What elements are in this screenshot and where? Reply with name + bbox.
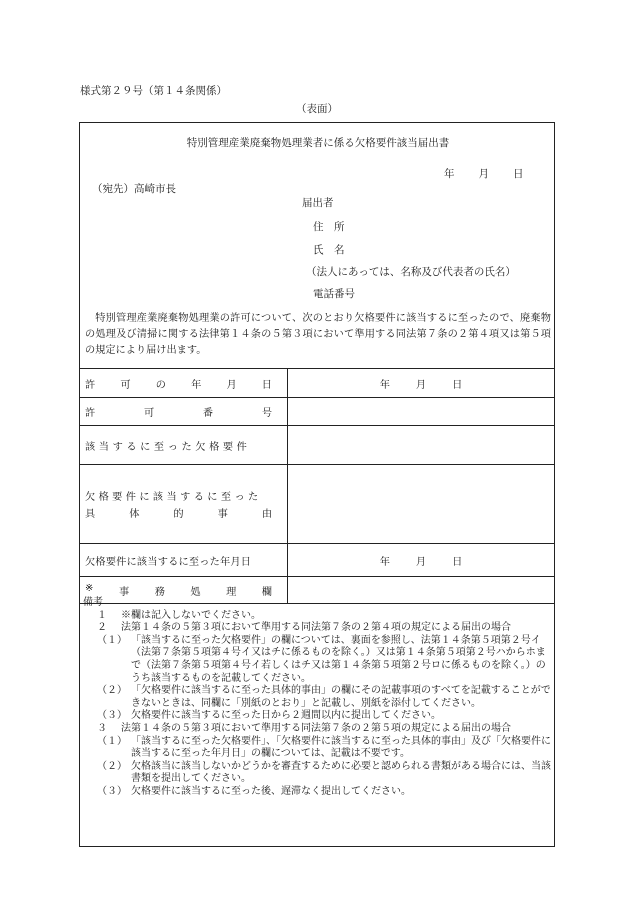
notifier-label: 届出者 (302, 197, 334, 209)
permit-number-label: 許 可 番 号 (80, 398, 288, 426)
info-table (79, 368, 555, 604)
disqualification-label: 該当するに至った欠格要件 (80, 426, 288, 465)
address-label: 住 所 (313, 221, 345, 233)
remark-subitem: （１） 「該当するに至った欠格要件」の欄については、裏面を参照し、法第１４条第５項第２号イ（法第７条第５項第４号イ又はチに係るものを除く。）又は第１４条第５項第２号ハからホまで（法第７条第５項第４号イ若しくはチ又は第１４条第５項第２号ロに係るものを除く。）のうち該当するものを記載してください。 (97, 634, 546, 684)
specific-reason-field[interactable] (288, 465, 555, 544)
permit-date-field[interactable]: 年 月 日 (288, 369, 555, 398)
date-month-label: 月 (478, 168, 489, 180)
table-row (80, 465, 555, 544)
remark-item: ２ 法第１４条の５第３項において準用する同法第７条の２第４項の規定による届出の場合 (97, 622, 511, 634)
remarks-section (83, 597, 553, 799)
addressee: （宛先）高崎市長 (92, 183, 176, 195)
corporation-note: （法人にあっては、名称及び代表者の氏名） (306, 266, 516, 278)
table-row (80, 398, 555, 426)
table-row (80, 544, 555, 577)
notification-body: 特別管理産業廃棄物処理業の許可について、次のとおり欠格要件に該当するに至ったので、廃棄物の処理及び清掃に関する法律第１４条の５第３項において準用する同法第７条の２第４項又は第５項の規定により届け出ます。 (85, 313, 551, 356)
remarks-title: 備考 (83, 597, 103, 608)
date-year-label: 年 (444, 168, 455, 180)
permit-date-label: 許 可 の 年 月 日 (80, 369, 288, 398)
office-use-label: ※ 事 務 処 理 欄 (80, 577, 288, 604)
submission-date (444, 166, 524, 181)
disqualification-date-field[interactable]: 年 月 日 (288, 544, 555, 577)
face-label: （表面） (296, 103, 338, 115)
remark-item: １ ※欄は記入しないでください。 (97, 609, 261, 621)
table-row (80, 369, 555, 398)
remark-subitem: （３） 欠格要件に該当するに至った日から２週間以内に提出してください。 (97, 710, 441, 722)
disqualification-field[interactable] (288, 426, 555, 465)
document-title: 特別管理産業廃棄物処理業者に係る欠格要件該当届出書 (186, 137, 450, 149)
permit-number-field[interactable] (288, 398, 555, 426)
remark-subitem: （２） 欠格該当に該当しないかどうかを審査するために必要と認められる書類がある場合には、当該書類を提出してください。 (97, 760, 551, 785)
phone-label: 電話番号 (313, 288, 355, 300)
remark-subitem: （３） 欠格要件に該当するに至った後、遅滞なく提出してください。 (97, 785, 411, 797)
specific-reason-label: 欠格要件に該当するに至った 具 体 的 事 由 (80, 465, 288, 544)
remark-subitem: （１） 「該当するに至った欠格要件」、「欠格要件に該当するに至った具体的事由」及び「欠格要件に該当するに至った年月日」の欄については、記載は不要です。 (97, 735, 551, 760)
disqualification-date-label: 欠格要件に該当するに至った年月日 (80, 544, 288, 577)
form-frame (79, 122, 555, 847)
remark-item: ３ 法第１４条の５第３項において準用する同法第７条の２第５項の規定による届出の場合 (97, 722, 511, 734)
name-label: 氏 名 (313, 244, 345, 256)
form-number: 様式第２９号（第１４条関係） (80, 85, 227, 97)
table-row (80, 426, 555, 465)
remark-subitem: （２） 「欠格要件に該当するに至った具体的事由」の欄にその記載事項のすべてを記載することができないときは、同欄に「別紙のとおり」と記載し、別紙を添付してください。 (97, 685, 551, 709)
date-day-label: 日 (513, 168, 524, 180)
